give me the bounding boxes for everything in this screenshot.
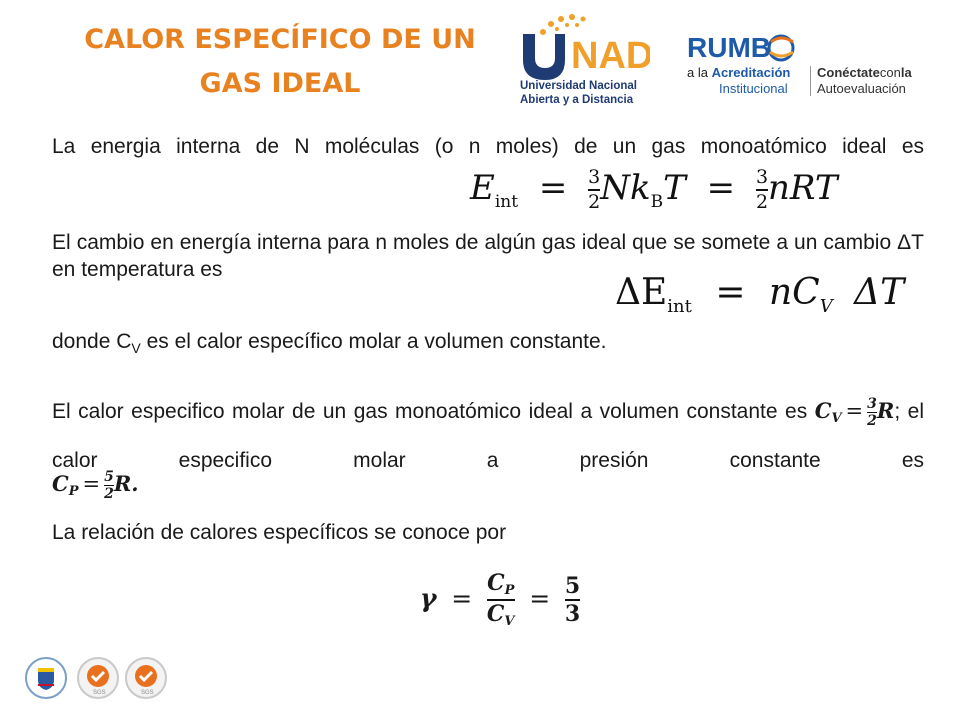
paragraph-cv-definition	[52, 328, 924, 362]
cv-den: 2	[867, 413, 877, 429]
rumbo-globe-icon	[767, 32, 797, 64]
paragraph-cp-formula-line	[52, 468, 924, 508]
p3-after: es el calor específico molar a volumen constante.	[140, 330, 607, 353]
gamma-frac1	[487, 572, 515, 628]
cp-sub: P	[68, 484, 79, 499]
gamma-den-sub: V	[504, 614, 515, 629]
rumbo-wordmark: RUMB	[687, 32, 771, 63]
paragraph-internal-energy	[52, 133, 924, 160]
formula-eint-term1: Nk	[600, 168, 651, 208]
formula-deint-rhs-sub: V	[819, 296, 833, 317]
formula-gamma	[420, 572, 580, 628]
formula-eint-frac1-den: 2	[588, 191, 601, 213]
gamma-num: 5	[564, 573, 581, 599]
title-line-1: CALOR ESPECÍFICO DE UN	[84, 24, 476, 55]
paragraph-energy-change-text: El cambio en energía interna para n moles de algún gas ideal que se somete a un cambio ΔT en temperatura es	[52, 231, 924, 281]
title-line-2: GAS IDEAL	[199, 68, 361, 99]
formula-deint-tail: ΔT	[854, 272, 905, 313]
p4-part-b: ; el calor especifico molar a presión constante es	[52, 400, 925, 472]
gamma-den-sym: C	[486, 601, 505, 627]
badge-3-label: SGS	[141, 690, 154, 696]
rumbo-conectate: Conéctate	[817, 65, 880, 80]
formula-eint-frac2	[756, 168, 768, 212]
cv-num: 3	[867, 396, 877, 412]
formula-eint-eq1: =	[538, 168, 568, 208]
formula-eint-eq2: =	[706, 168, 736, 208]
inline-cp-formula	[52, 469, 139, 502]
formula-eint-lhs: E	[470, 168, 495, 208]
rumbo-acreditacion: Acreditación	[711, 65, 791, 80]
unad-name-line-1: Universidad Nacional	[520, 80, 637, 92]
slide-title	[70, 18, 490, 106]
cv-sub: V	[831, 411, 842, 426]
formula-eint-lhs-sub: int	[494, 192, 519, 212]
unad-logo-mark	[515, 12, 650, 82]
formula-deint-lhs-sub: int	[667, 296, 692, 317]
cp-sym: C	[52, 471, 69, 496]
gamma-frac2	[565, 575, 580, 625]
gamma-eq2: =	[529, 583, 551, 613]
p3-sub: V	[131, 340, 141, 356]
cv-frac	[867, 397, 877, 428]
formula-eint-term1-sub: B	[650, 192, 664, 212]
rumbo-la: la	[900, 65, 912, 80]
formula-eint-frac2-den: 2	[755, 191, 769, 213]
formula-eint-frac1-num: 3	[588, 166, 601, 188]
rumbo-divider	[810, 66, 811, 96]
formula-deint-eq: =	[715, 272, 746, 313]
rumbo-con: con	[879, 65, 901, 80]
paragraph-heat-ratio	[52, 519, 924, 546]
cp-frac	[104, 470, 114, 501]
formula-deint-lhs: ΔE	[615, 272, 668, 313]
formula-deint-rhs: nC	[768, 272, 820, 313]
paragraph-heat-ratio-text: La relación de calores específicos se conoce por	[52, 521, 507, 544]
gamma-num-sym: C	[487, 570, 505, 596]
colombia-shield-icon	[24, 656, 68, 700]
unad-logo	[515, 12, 650, 110]
gamma-sym: γ	[420, 583, 437, 613]
cp-eq: =	[82, 472, 101, 496]
cp-num: 5	[104, 469, 114, 485]
gamma-num-sub: P	[504, 583, 515, 598]
formula-eint-frac1	[588, 168, 600, 212]
unad-name-line-2: Abierta y a Distancia	[520, 94, 634, 106]
svg-text:NAD: NAD	[571, 35, 650, 77]
rumbo-acreditacion-logo	[687, 32, 937, 102]
rumbo-institucional: Institucional	[719, 81, 788, 96]
cp-den: 2	[104, 486, 114, 502]
rumbo-autoevaluacion: Autoevaluación	[817, 81, 906, 96]
cp-tail: R.	[113, 471, 139, 496]
p4-part-a: El calor especifico molar de un gas monoatómico ideal a volumen constante es	[52, 400, 808, 423]
rumbo-prefix: a la	[687, 65, 708, 80]
cv-tail: R	[876, 398, 895, 423]
formula-eint-frac2-num: 3	[755, 166, 769, 188]
gamma-eq1: =	[451, 583, 473, 613]
paragraph-internal-energy-text: La energia interna de N moléculas (o n moles) de un gas monoatómico ideal es	[52, 135, 924, 158]
cv-sym: C	[814, 398, 832, 423]
formula-eint-term2: nRT	[768, 168, 838, 208]
formula-internal-energy	[470, 168, 838, 212]
badge-2-label: SGS	[93, 690, 106, 696]
cv-eq: =	[845, 399, 864, 423]
formula-eint-term1-tail: T	[663, 168, 686, 208]
gamma-den: 3	[564, 601, 581, 627]
formula-internal-energy-change	[615, 272, 904, 317]
inline-cv-formula	[814, 396, 895, 429]
p3-before: donde C	[52, 330, 132, 353]
